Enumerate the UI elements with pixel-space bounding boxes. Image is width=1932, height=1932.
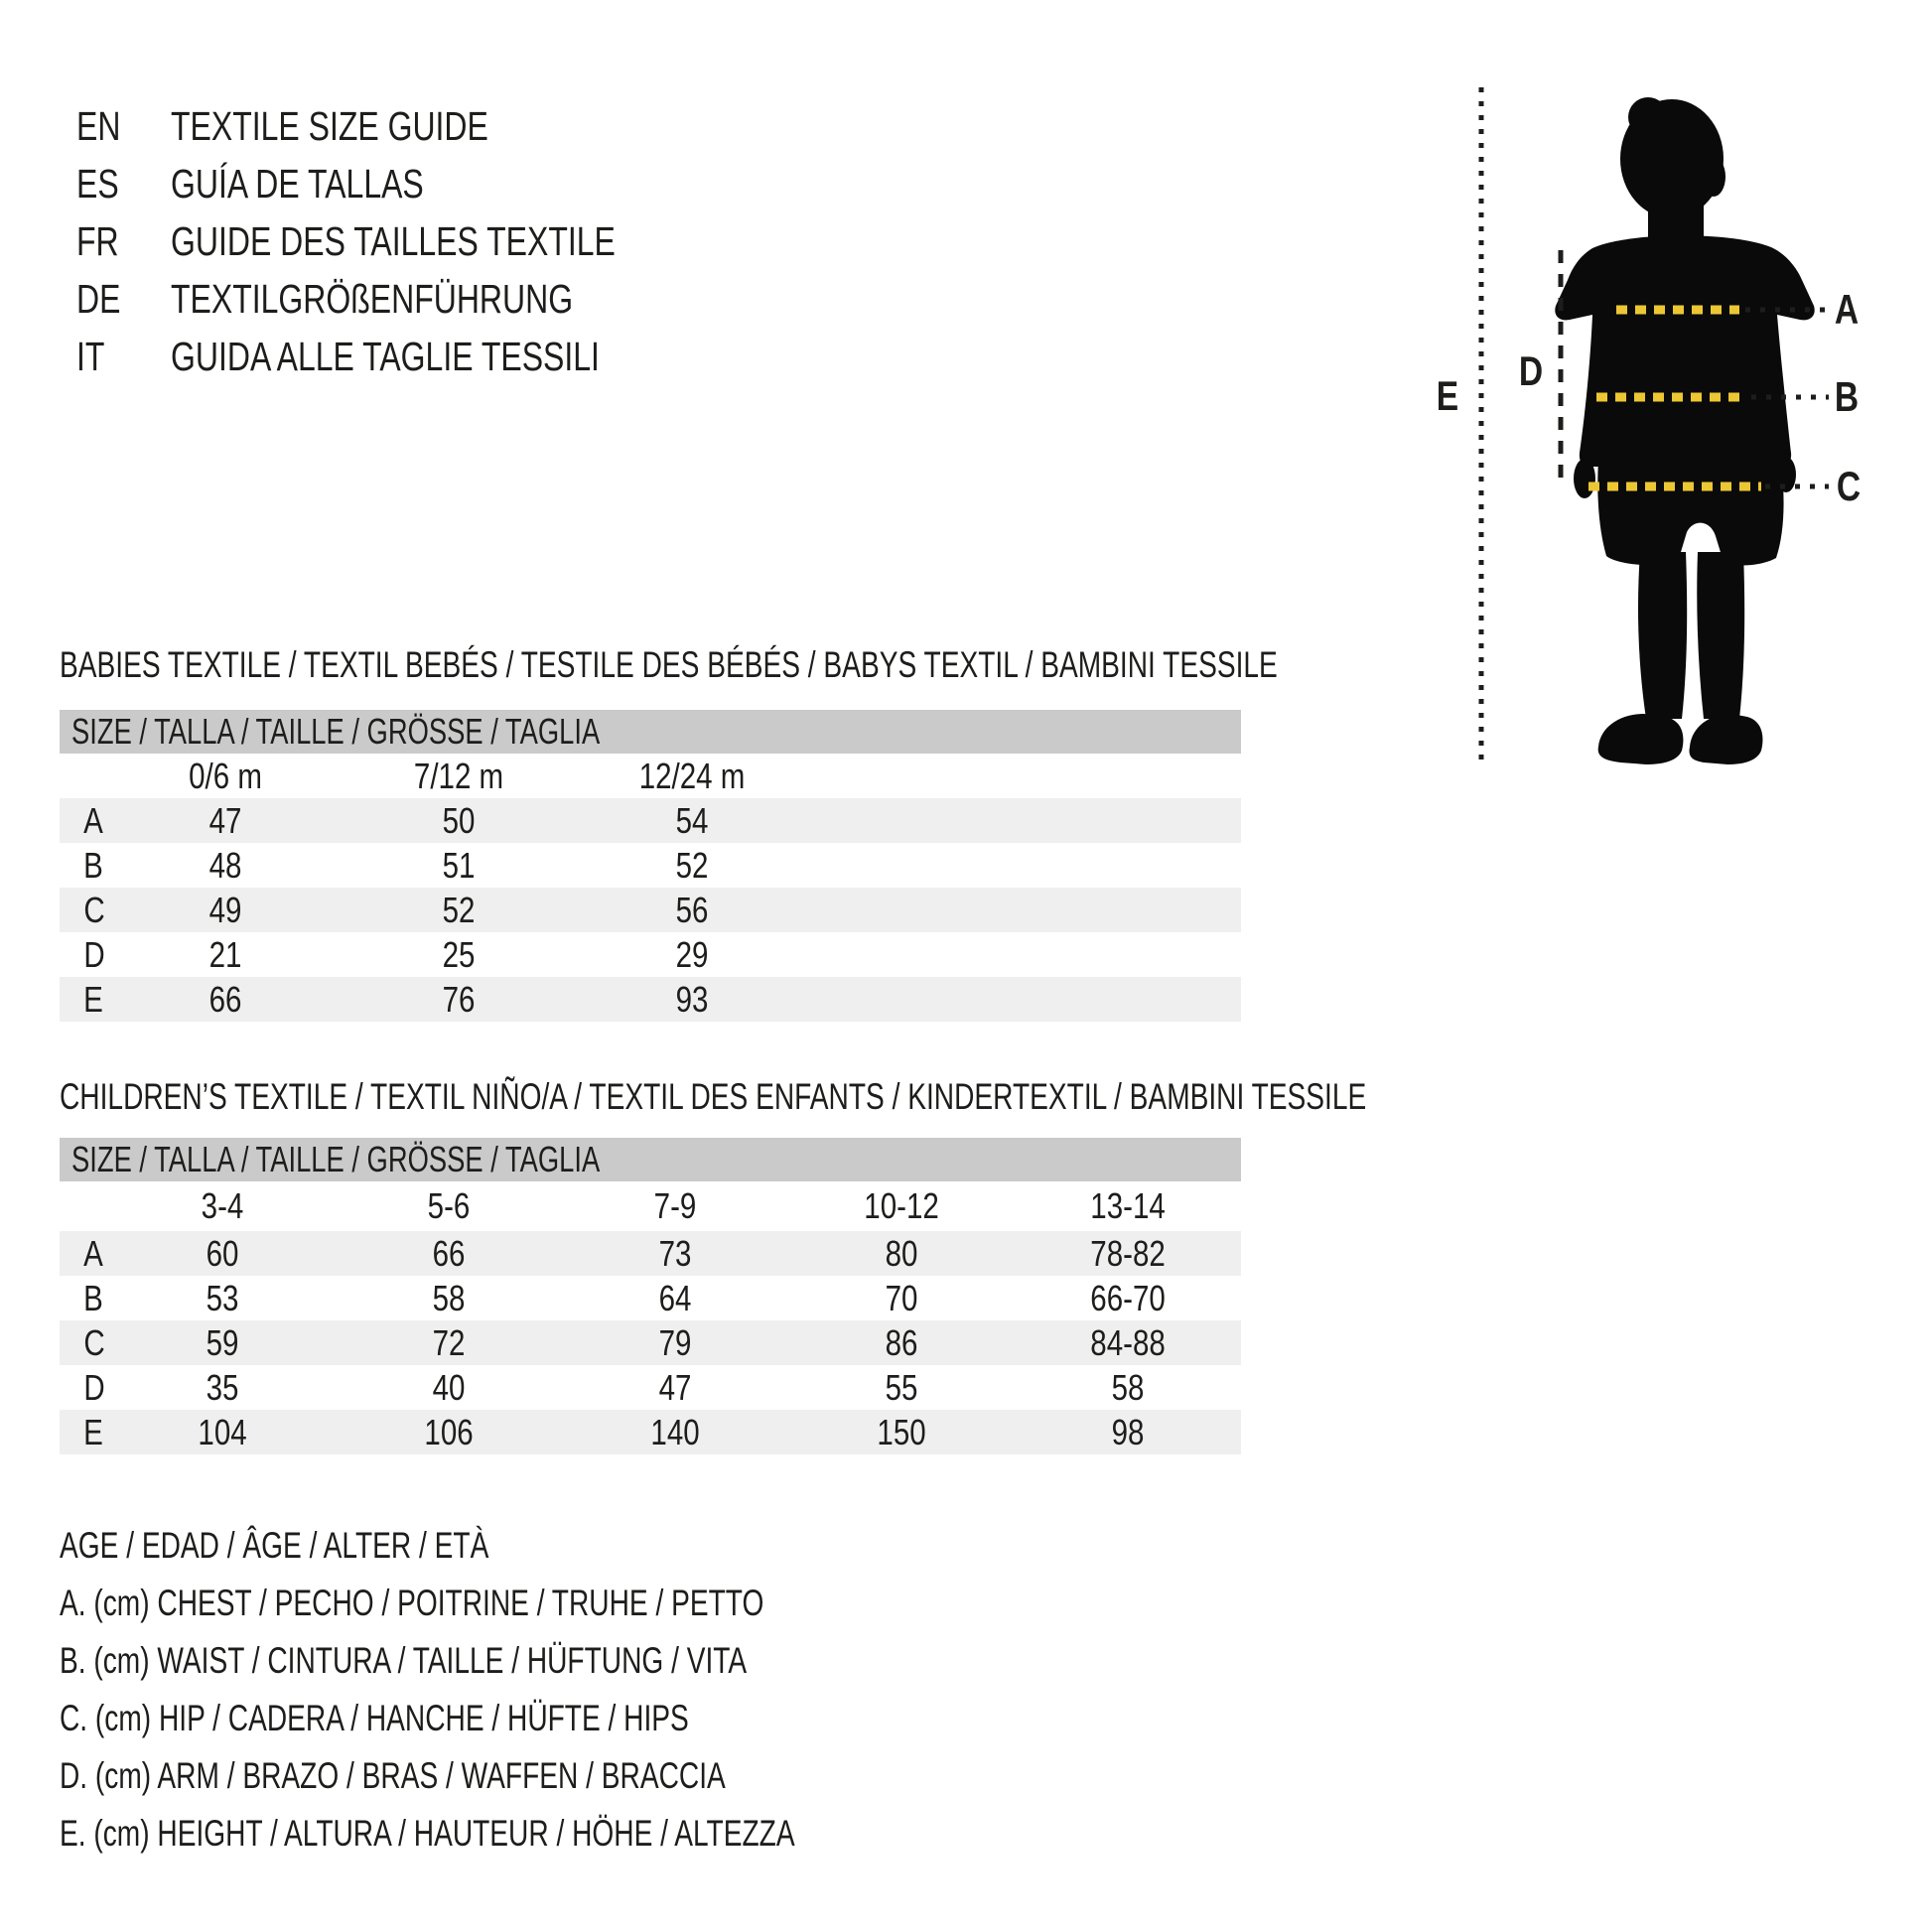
table-value: 29 xyxy=(676,933,709,975)
table-value: 54 xyxy=(676,799,709,841)
table-value: 76 xyxy=(443,978,476,1020)
row-label: A xyxy=(83,1232,103,1274)
table-value: 50 xyxy=(443,799,476,841)
children-row-a xyxy=(60,1231,1241,1276)
guide-title: TEXTILGRÖßENFÜHRUNG xyxy=(171,275,574,322)
table-value: 66 xyxy=(432,1232,466,1274)
row-label: D xyxy=(83,933,105,975)
table-value: 59 xyxy=(206,1321,239,1363)
children-row-d xyxy=(60,1365,1241,1410)
row-label: B xyxy=(83,1277,103,1318)
guide-title: TEXTILE SIZE GUIDE xyxy=(171,102,488,149)
language-row xyxy=(76,270,741,328)
table-value: 72 xyxy=(432,1321,466,1363)
language-row xyxy=(76,212,741,270)
children-col-header: 7-9 xyxy=(653,1184,697,1226)
table-value: 48 xyxy=(209,844,242,886)
language-row xyxy=(76,97,741,155)
row-label: B xyxy=(83,844,103,886)
children-row-b xyxy=(60,1276,1241,1320)
babies-col-header: 12/24 m xyxy=(639,755,746,796)
babies-row-a xyxy=(60,798,1241,843)
language-code: IT xyxy=(76,333,105,379)
language-code: ES xyxy=(76,160,119,207)
table-value: 86 xyxy=(885,1321,918,1363)
table-value: 66-70 xyxy=(1090,1277,1166,1318)
table-value: 73 xyxy=(658,1232,692,1274)
table-value: 106 xyxy=(424,1411,474,1452)
row-label: A xyxy=(83,799,103,841)
children-row-c xyxy=(60,1320,1241,1365)
marker-label-chest-a: A xyxy=(1834,286,1860,333)
babies-col-header: 0/6 m xyxy=(189,755,263,796)
marker-label-arm-d: D xyxy=(1518,347,1544,394)
table-value: 49 xyxy=(209,889,242,930)
language-code: DE xyxy=(76,275,121,322)
legend-arm-line: D. (cm) ARM / BRAZO / BRAS / WAFFEN / BRACCIA xyxy=(60,1755,726,1796)
table-value: 35 xyxy=(206,1366,239,1408)
table-value: 80 xyxy=(885,1232,918,1274)
table-value: 93 xyxy=(676,978,709,1020)
table-value: 84-88 xyxy=(1090,1321,1166,1363)
legend-hip-line: C. (cm) HIP / CADERA / HANCHE / HÜFTE / HIPS xyxy=(60,1698,689,1738)
guide-title: GUIDA ALLE TAGLIE TESSILI xyxy=(171,333,600,379)
table-value: 21 xyxy=(209,933,242,975)
language-code: EN xyxy=(76,102,121,149)
table-value: 40 xyxy=(432,1366,466,1408)
language-row xyxy=(76,155,741,212)
babies-size-bar: SIZE / TALLA / TAILLE / GRÖSSE / TAGLIA xyxy=(60,710,1241,754)
marker-label-hip-c: C xyxy=(1836,463,1862,509)
table-value: 66 xyxy=(209,978,242,1020)
table-value: 47 xyxy=(658,1366,692,1408)
babies-row-b xyxy=(60,843,1241,888)
children-col-header: 5-6 xyxy=(427,1184,471,1226)
table-value: 78-82 xyxy=(1090,1232,1166,1274)
marker-label-height-e: E xyxy=(1436,372,1459,419)
table-value: 51 xyxy=(443,844,476,886)
table-value: 98 xyxy=(1111,1411,1145,1452)
language-row xyxy=(76,328,741,385)
row-label: E xyxy=(83,978,103,1020)
measurement-legend xyxy=(60,1517,1027,1863)
table-value: 53 xyxy=(206,1277,239,1318)
table-value: 58 xyxy=(1111,1366,1145,1408)
row-label: C xyxy=(83,1321,105,1363)
children-section-heading: CHILDREN’S TEXTILE / TEXTIL NIÑO/A / TEXTIL DES ENFANTS / KINDERTEXTIL / BAMBINI TESSILE xyxy=(60,1076,1367,1117)
children-size-bar: SIZE / TALLA / TAILLE / GRÖSSE / TAGLIA xyxy=(60,1138,1241,1181)
legend-chest-line: A. (cm) CHEST / PECHO / POITRINE / TRUHE / PETTO xyxy=(60,1583,764,1623)
babies-col-header: 7/12 m xyxy=(414,755,504,796)
guide-title: GUIDE DES TAILLES TEXTILE xyxy=(171,217,616,264)
language-code: FR xyxy=(76,217,119,264)
babies-row-e xyxy=(60,977,1241,1022)
marker-label-waist-b: B xyxy=(1834,373,1860,420)
babies-column-header-row xyxy=(60,754,1241,798)
legend-age-line: AGE / EDAD / ÂGE / ALTER / ETÀ xyxy=(60,1525,489,1566)
table-value: 25 xyxy=(443,933,476,975)
babies-row-c xyxy=(60,888,1241,932)
row-label: D xyxy=(83,1366,105,1408)
children-col-header: 10-12 xyxy=(864,1184,939,1226)
table-value: 52 xyxy=(443,889,476,930)
language-header xyxy=(76,97,741,385)
children-row-e xyxy=(60,1410,1241,1454)
table-value: 60 xyxy=(206,1232,239,1274)
guide-title: GUÍA DE TALLAS xyxy=(171,160,424,207)
table-value: 79 xyxy=(658,1321,692,1363)
table-value: 55 xyxy=(885,1366,918,1408)
children-col-header: 13-14 xyxy=(1090,1184,1166,1226)
table-value: 104 xyxy=(198,1411,247,1452)
legend-height-line: E. (cm) HEIGHT / ALTURA / HAUTEUR / HÖHE / ALTEZZA xyxy=(60,1813,795,1854)
babies-row-d xyxy=(60,932,1241,977)
legend-waist-line: B. (cm) WAIST / CINTURA / TAILLE / HÜFTUNG / VITA xyxy=(60,1640,748,1681)
table-value: 64 xyxy=(658,1277,692,1318)
row-label: C xyxy=(83,889,105,930)
table-value: 150 xyxy=(877,1411,926,1452)
children-column-header-row xyxy=(60,1183,1241,1228)
table-value: 52 xyxy=(676,844,709,886)
table-value: 56 xyxy=(676,889,709,930)
row-label: E xyxy=(83,1411,103,1452)
table-value: 47 xyxy=(209,799,242,841)
table-value: 140 xyxy=(650,1411,700,1452)
table-value: 58 xyxy=(432,1277,466,1318)
table-value: 70 xyxy=(885,1277,918,1318)
children-col-header: 3-4 xyxy=(201,1184,244,1226)
babies-section-heading: BABIES TEXTILE / TEXTIL BEBÉS / TESTILE DES BÉBÉS / BABYS TEXTIL / BAMBINI TESSILE xyxy=(60,644,1278,685)
